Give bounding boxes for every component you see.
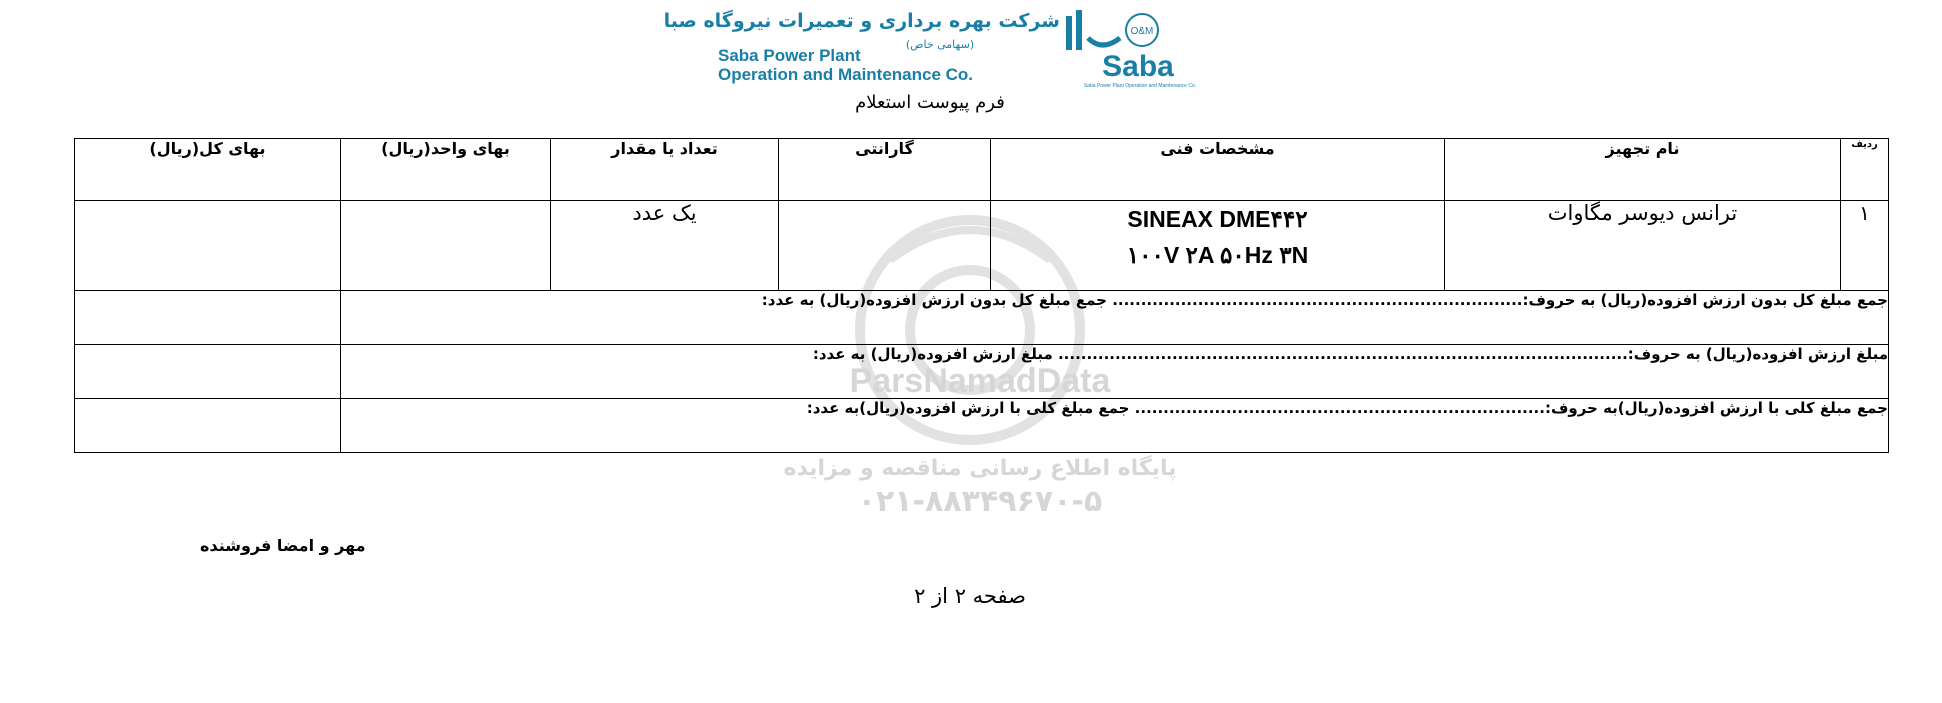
header-quantity: تعداد یا مقدار	[551, 139, 779, 201]
company-type-note: (سهامی خاص)	[905, 38, 975, 51]
header-radif: ردیف	[1841, 139, 1889, 201]
summary-row	[75, 399, 1889, 453]
header-total-price: بهای کل(ریال)	[75, 139, 341, 201]
table-header-row	[75, 139, 1889, 201]
header-unit-price: بهای واحد(ریال)	[341, 139, 551, 201]
summary-vat-amount: مبلغ ارزش افزوده(ریال) به حروف:.................................................................................................... مبلغ ارزش افزوده(ریال) به عدد:	[341, 345, 1889, 399]
row-unit-price[interactable]	[341, 201, 551, 291]
header-technical-spec: مشخصات فنی	[991, 139, 1445, 201]
spec-line-1: SINEAX DME۴۴۲	[1127, 206, 1308, 232]
summary-row	[75, 291, 1889, 345]
document-header	[0, 4, 1942, 124]
saba-logo	[1062, 8, 1218, 90]
row-radif: ۱	[1841, 201, 1889, 291]
summary-value-2[interactable]	[75, 345, 341, 399]
watermark-brand: ParsNamadData	[849, 362, 1111, 400]
row-warranty[interactable]	[779, 201, 991, 291]
summary-total-without-vat: جمع مبلغ کل بدون ارزش افزوده(ریال) به حروف:........................................................................ جمع مبلغ کل بدون ارزش افزوده(ریال) به عدد:	[341, 291, 1889, 345]
watermark-line1: پایگاه اطلاع رسانی مناقصه و مزایده	[783, 456, 1177, 481]
row-technical-spec	[991, 201, 1445, 291]
summary-total-with-vat: جمع مبلغ کلی با ارزش افزوده(ریال)به حروف:........................................................................ جمع مبلغ کلی با ارزش افزوده(ریال)به عدد:	[341, 399, 1889, 453]
company-name-fa: شرکت بهره برداری و تعمیرات نیروگاه صبا	[663, 10, 1060, 32]
row-total-price[interactable]	[75, 201, 341, 291]
company-name-en-line1: Saba Power Plant	[718, 46, 861, 65]
spec-line-2: ۱۰۰V ۲A ۵۰Hz ۳N	[1126, 242, 1309, 268]
logo-wordmark: Saba	[1102, 50, 1174, 83]
summary-value-3[interactable]	[75, 399, 341, 453]
table-row	[75, 201, 1889, 291]
seller-seal-signature: مهر و امضا فروشنده	[200, 536, 366, 555]
form-title: فرم پیوست استعلام	[855, 92, 1005, 113]
watermark-phone: ۰۲۱-۸۸۳۴۹۶۷۰-۵	[857, 484, 1103, 519]
header-equipment-name: نام تجهیز	[1445, 139, 1841, 201]
header-warranty: گارانتی	[779, 139, 991, 201]
logo-subtitle: Saba Power Plant Operation and Maintenance Co.	[1083, 83, 1197, 89]
row-quantity: یک عدد	[551, 201, 779, 291]
row-equipment-name: ترانس دیوسر مگاوات	[1445, 201, 1841, 291]
inquiry-table	[74, 138, 1889, 453]
summary-row	[75, 345, 1889, 399]
logo-badge: O&M	[1130, 26, 1154, 37]
summary-value-1[interactable]	[75, 291, 341, 345]
company-name-en-line2: Operation and Maintenance Co.	[718, 65, 974, 84]
page-number: صفحه ۲ از ۲	[914, 584, 1026, 608]
